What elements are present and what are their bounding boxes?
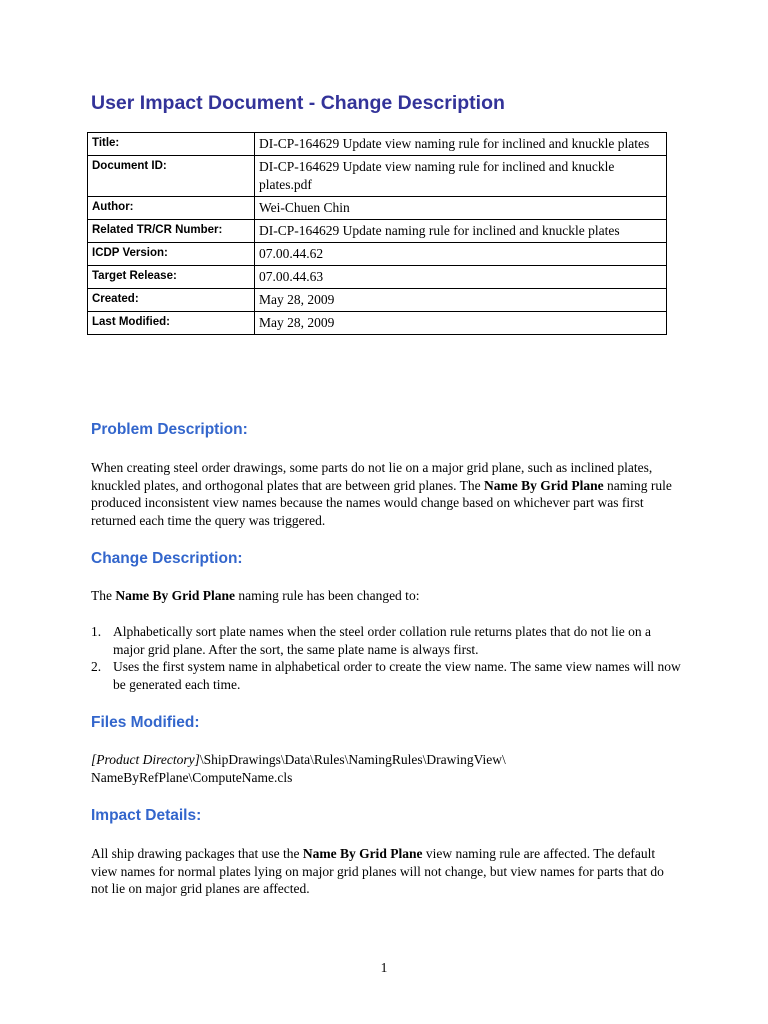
rule-name-bold: Name By Grid Plane <box>302 846 423 861</box>
product-directory-label: [Product Directory] <box>91 752 200 767</box>
field-label: Author: <box>88 197 255 220</box>
problem-heading: Problem Description: <box>91 421 248 438</box>
list-number: 2. <box>91 659 102 674</box>
table-row <box>88 266 667 289</box>
field-value: DI-CP-164629 Update view naming rule for inclined and knuckle plates <box>255 133 667 156</box>
change-intro-text-2: naming rule has been changed to: <box>235 588 420 603</box>
list-number: 1. <box>91 624 102 639</box>
list-item-text: Alphabetically sort plate names when the steel order collation rule returns plates that do not lie on a major grid plane. After the sort, the same plate name is always first. <box>113 624 651 657</box>
change-intro <box>91 587 681 605</box>
field-value: May 28, 2009 <box>255 312 667 335</box>
field-label: Last Modified: <box>88 312 255 335</box>
problem-text-2: naming rule produced inconsistent view names because the names would change based on whichever part was first returned each time the query was triggered. <box>91 477 672 529</box>
list-item <box>91 658 681 693</box>
change-list <box>91 623 681 693</box>
change-intro-text-1: The <box>91 588 116 603</box>
impact-heading: Impact Details: <box>91 807 202 824</box>
problem-paragraph <box>91 459 681 530</box>
field-value: Wei-Chuen Chin <box>255 197 667 220</box>
field-label: Related TR/CR Number: <box>88 220 255 243</box>
table-row <box>88 156 667 197</box>
rule-name-bold: Name By Grid Plane <box>115 588 235 603</box>
impact-text-1: All ship drawing packages that use the <box>91 846 303 861</box>
field-value: DI-CP-164629 Update naming rule for inclined and knuckle plates <box>255 220 667 243</box>
field-label: Target Release: <box>88 266 255 289</box>
document-title: User Impact Document - Change Description <box>91 92 505 114</box>
table-row <box>88 133 667 156</box>
field-label: Created: <box>88 289 255 312</box>
files-heading: Files Modified: <box>91 714 200 731</box>
file-path-line-2: NameByRefPlane\ComputeName.cls <box>91 769 293 785</box>
field-value: 07.00.44.62 <box>255 243 667 266</box>
list-item-text: Uses the first system name in alphabetical order to create the view name. The same view names will now be generated each time. <box>113 659 681 692</box>
page-number: 1 <box>380 960 388 975</box>
field-label: Title: <box>88 133 255 156</box>
table-row <box>88 289 667 312</box>
table-row <box>88 243 667 266</box>
file-path-line-1: \ShipDrawings\Data\Rules\NamingRules\DrawingView\ <box>199 752 506 767</box>
table-row <box>88 197 667 220</box>
list-item <box>91 623 681 658</box>
table-row <box>88 220 667 243</box>
field-value: 07.00.44.63 <box>255 266 667 289</box>
field-label: Document ID: <box>88 156 255 197</box>
table-row <box>88 312 667 335</box>
change-heading: Change Description: <box>91 550 243 567</box>
field-value: May 28, 2009 <box>255 289 667 312</box>
impact-paragraph <box>91 845 681 898</box>
problem-text-1: When creating steel order drawings, some parts do not lie on a major grid plane, such as inclined plates, knuckled plates, and orthogonal plates that are between grid planes. The <box>91 460 653 493</box>
metadata-table <box>87 132 667 335</box>
impact-text-2: view naming rule are affected. The default view names for normal plates lying on major grid planes will not change, but view names for parts that do not lie on major grid planes are affected. <box>91 846 664 897</box>
files-paragraph <box>91 751 681 786</box>
field-label: ICDP Version: <box>88 243 255 266</box>
rule-name-bold: Name By Grid Plane <box>484 477 604 493</box>
field-value: DI-CP-164629 Update view naming rule for inclined and knuckle plates.pdf <box>255 156 667 197</box>
